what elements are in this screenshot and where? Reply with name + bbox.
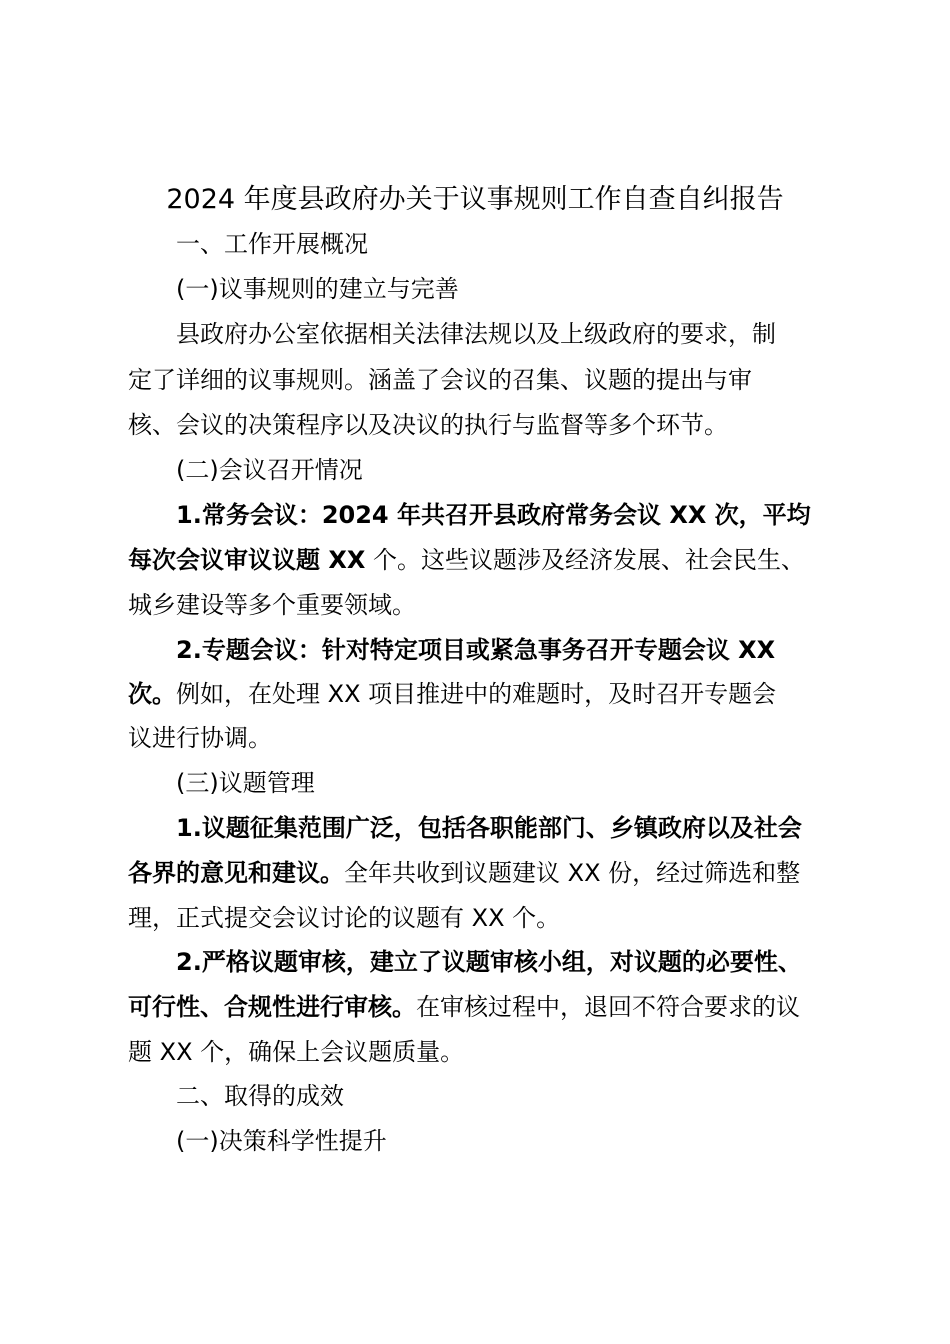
text-span: 定了详细的议事规则。涵盖了会议的召集、议题的提出与审	[128, 366, 752, 394]
text-span: 二、取得的成效	[176, 1082, 344, 1110]
text-span: (一)决策科学性提升	[176, 1127, 387, 1155]
paragraph-line	[176, 810, 802, 846]
text-span: 个。这些议题涉及经济发展、社会民生、	[365, 546, 806, 574]
section-heading-2	[176, 1078, 344, 1114]
text-span: 一、工作开展概况	[176, 230, 368, 258]
subsection-heading-1-2	[176, 452, 363, 488]
bold-text: 每次会议审议议题 XX	[128, 546, 366, 574]
paragraph-line	[128, 855, 800, 891]
paragraph-line	[128, 587, 416, 623]
bold-text: 2.专题会议：针对特定项目或紧急事务召开专题会议 XX	[176, 636, 776, 664]
text-span: 理，正式提交会议讨论的议题有 XX 个。	[128, 904, 561, 932]
text-span: 议进行协调。	[128, 724, 272, 752]
bold-text: 各界的意见和建议。	[128, 859, 344, 887]
paragraph-line	[128, 720, 272, 756]
subsection-heading-1-1	[176, 271, 459, 307]
bold-text: 1.议题征集范围广泛，包括各职能部门、乡镇政府以及社会	[176, 814, 802, 842]
text-span: 县政府办公室依据相关法律法规以及上级政府的要求，制	[176, 320, 776, 348]
document-title: 2024 年度县政府办关于议事规则工作自查自纠报告	[166, 184, 784, 215]
text-span: (三)议题管理	[176, 769, 315, 797]
paragraph-line	[128, 407, 728, 443]
text-span: 在审核过程中，退回不符合要求的议	[416, 993, 800, 1021]
paragraph-line	[128, 542, 805, 578]
paragraph-line	[128, 989, 800, 1025]
section-heading-1	[176, 226, 368, 262]
bold-text: 次。	[128, 680, 176, 708]
text-span: 例如，在处理 XX 项目推进中的难题时，及时召开专题会	[176, 680, 777, 708]
text-span: 核、会议的决策程序以及决议的执行与监督等多个环节。	[128, 411, 728, 439]
paragraph-line	[128, 362, 752, 398]
paragraph-line	[128, 900, 560, 936]
paragraph-line	[176, 497, 811, 533]
subsection-heading-2-1	[176, 1123, 387, 1159]
paragraph-line	[176, 632, 775, 668]
text-span: (二)会议召开情况	[176, 456, 363, 484]
bold-text: 可行性、合规性进行审核。	[128, 993, 416, 1021]
text-span: 题 XX 个，确保上会议题质量。	[128, 1038, 465, 1066]
paragraph-line	[176, 944, 802, 980]
bold-text: 1.常务会议：2024 年共召开县政府常务会议 XX 次，平均	[176, 501, 811, 529]
subsection-heading-1-3	[176, 765, 315, 801]
text-span: 全年共收到议题建议 XX 份，经过筛选和整	[344, 859, 801, 887]
text-span: 城乡建设等多个重要领域。	[128, 591, 416, 619]
paragraph-line	[176, 316, 776, 352]
bold-text: 2.严格议题审核，建立了议题审核小组，对议题的必要性、	[176, 948, 802, 976]
text-span: (一)议事规则的建立与完善	[176, 275, 459, 303]
paragraph-line	[128, 676, 776, 712]
paragraph-line	[128, 1034, 464, 1070]
